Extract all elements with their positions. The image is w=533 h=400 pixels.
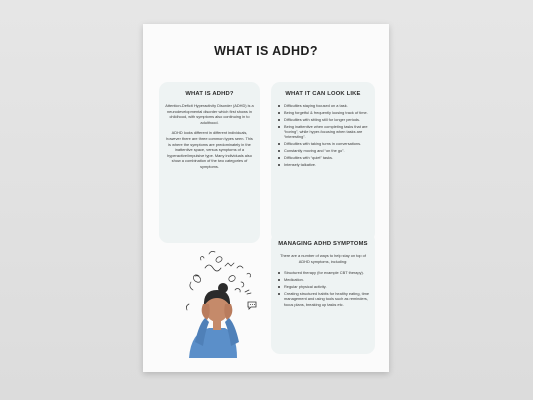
list-item: Difficulties with sitting still for longer periods. [277, 117, 369, 122]
list-item: Difficulties with taking turns in conversations. [277, 141, 369, 146]
what-is-paragraph: Attention-Deficit Hyperactivity Disorder (ADHD) is a neurodevelopmental disorder which first shows in childhood, with symptoms also continuing in to adulthood. [165, 103, 254, 125]
managing-adhd-heading: MANAGING ADHD SYMPTOMS [278, 241, 368, 247]
strategy-list [277, 270, 369, 307]
list-item: Difficulties staying focused on a task. [277, 103, 369, 108]
what-is-paragraph: ADHD looks different in different individuals, however there are three common types seen. This is where the symptoms are predominately in the inattentive space, versus symptoms of a hyperactive/impulsive type. Many individuals also show a combination of the two categories of symptoms. [166, 130, 253, 169]
speech-dot-icon [250, 304, 251, 305]
overwhelmed-person-illustration [165, 246, 259, 358]
list-item: Regular physical activity. [277, 284, 369, 289]
what-is-adhd-text [165, 103, 254, 170]
what-is-adhd-card [159, 82, 260, 243]
worksheet-page [143, 24, 389, 372]
what-it-can-look-like-heading: WHAT IT CAN LOOK LIKE [285, 91, 361, 97]
symptom-list [277, 103, 369, 168]
list-item: Creating structured habits for healthy eating, time management and using tools such as reminders, focus plans, breaking up tasks etc. [277, 291, 369, 307]
what-it-can-look-like-card [271, 82, 375, 242]
page-title: WHAT IS ADHD? [214, 44, 318, 58]
list-item: Constantly moving and “on the go”. [277, 148, 369, 153]
list-item: Difficulties with “quiet” tasks. [277, 155, 369, 160]
list-item: Being inattentive when completing tasks that are “boring”, while hyper-focusing when tasks are “interesting”. [277, 124, 369, 140]
list-item: Medication. [277, 277, 369, 282]
hair-bun [218, 283, 228, 293]
what-is-adhd-heading: WHAT IS ADHD? [185, 91, 234, 97]
managing-adhd-card [271, 232, 375, 354]
managing-intro: There are a number of ways to help stay on top of ADHD symptoms, including: [280, 253, 366, 264]
list-item: Structured therapy (for example CBT therapy). [277, 270, 369, 275]
list-item: Intensely talkative. [277, 162, 369, 167]
list-item: Being forgetful & frequently loosing track of time. [277, 110, 369, 115]
